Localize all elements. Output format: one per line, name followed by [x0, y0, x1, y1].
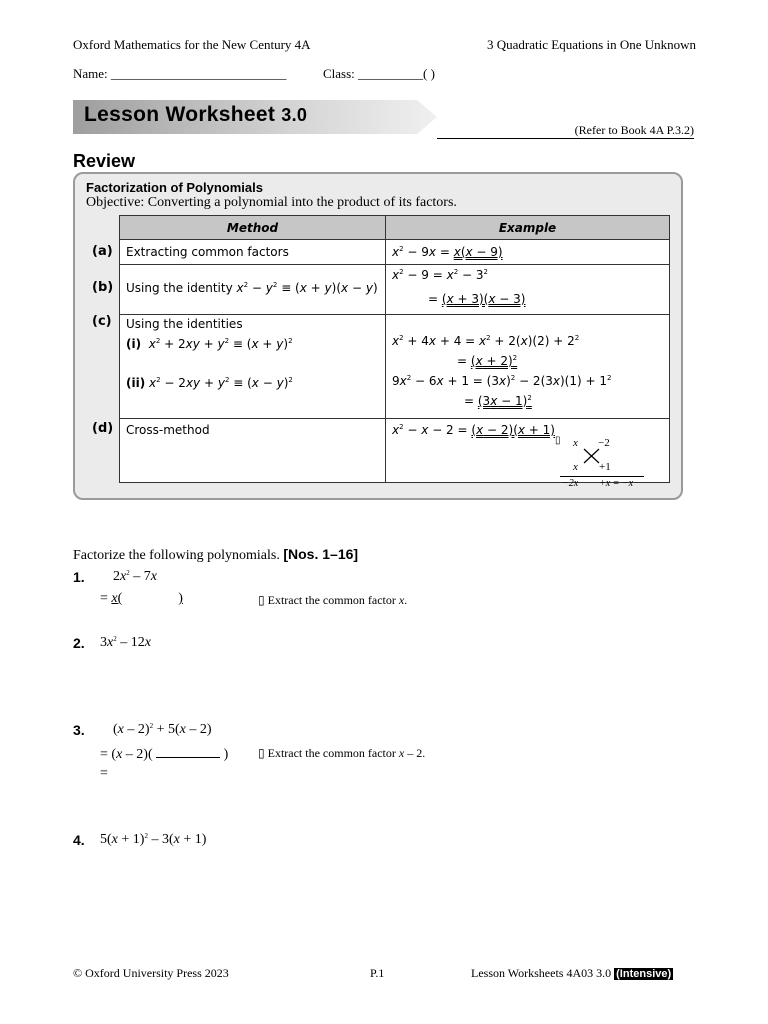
- example-header: Example: [386, 216, 670, 240]
- q3-answer-line2[interactable]: =: [100, 766, 108, 781]
- method-identity: Using the identity $x^2 - y^2 \equiv (x + y)(x - y)$: [126, 281, 378, 295]
- cross-divider: [560, 476, 644, 477]
- q3-hint: ▯ Extract the common factor x – 2.: [258, 746, 426, 760]
- q1-hint: ▯ Extract the common factor x.: [258, 593, 408, 607]
- q3-answer-line[interactable]: = (x – 2)( ): [100, 747, 229, 762]
- q1-answer-line[interactable]: = x( ): [100, 591, 183, 606]
- row-label: (b): [92, 280, 114, 295]
- identity-ii: (ii) $x^2 - 2xy + y^2 \equiv (x - y)^2$: [126, 376, 293, 390]
- book-title: Oxford Mathematics for the New Century 4A: [73, 37, 311, 52]
- cross-bottom-left: x: [573, 461, 578, 473]
- q4-expression: $5(x + 1)^2 - 3(x + 1)$: [100, 832, 207, 847]
- method-cross: Cross-method: [126, 423, 210, 437]
- row-label: (d): [92, 421, 114, 436]
- footer-copyright: © Oxford University Press 2023: [73, 966, 229, 980]
- example-b-line2: = (x + 3)(x − 3): [428, 292, 526, 306]
- q1-expression: $2x^2 - 7x$: [113, 569, 157, 584]
- chapter-title: 3 Quadratic Equations in One Unknown: [487, 37, 697, 52]
- review-heading: Review: [73, 151, 136, 171]
- method-identities: Using the identities: [126, 317, 243, 331]
- name-label: Name:: [73, 66, 111, 81]
- question-number: 2.: [73, 635, 85, 651]
- question-number: 3.: [73, 722, 85, 738]
- example-d: $x^2 - x - 2 = (x - 2)(x + 1)$: [392, 423, 555, 437]
- class-blank: __________( ): [358, 66, 435, 81]
- method-header: Method: [120, 216, 386, 240]
- footer-code: Lesson Worksheets 4A03 3.0 (Intensive): [471, 966, 672, 980]
- row-label: (a): [92, 244, 113, 259]
- example-c-line4: = $(3x - 1)^2$: [464, 394, 532, 408]
- review-box-title: Factorization of Polynomials: [86, 180, 263, 195]
- hint-icon: ▯: [258, 593, 265, 607]
- worksheet-number: 3.0: [281, 105, 308, 125]
- name-blank: ___________________________: [110, 66, 287, 81]
- worksheet-title: Lesson Worksheet 3.0: [84, 103, 308, 126]
- example-c-line2: = $(x + 2)^2$: [457, 354, 518, 368]
- name-field[interactable]: [73, 66, 286, 82]
- question-number: 1.: [73, 569, 85, 585]
- q3-expression: (x – 2)$^2$ + 5(x – 2): [113, 722, 212, 737]
- cross-top-right: −2: [598, 437, 610, 449]
- example-c-line1: $x^2 + 4x + 4 = x^2 + 2(x)(2) + 2^2$: [392, 334, 580, 348]
- cross-bottom-right: +1: [599, 461, 611, 473]
- example-a: $x^2 - 9x = x(x - 9)$: [392, 245, 503, 259]
- cross-sum-right: +x = −x: [599, 478, 634, 489]
- row-label: (c): [92, 314, 112, 329]
- review-objective: Objective: Converting a polynomial into the product of its factors.: [86, 195, 457, 210]
- example-b-line1: $x^2 - 9 = x^2 - 3^2$: [392, 268, 488, 282]
- class-field[interactable]: [323, 66, 435, 82]
- cross-sum-left: −2x: [562, 478, 579, 489]
- question-number: 4.: [73, 832, 85, 848]
- question-range: [Nos. 1–16]: [283, 546, 359, 562]
- class-label: Class:: [323, 66, 359, 81]
- instructions: Factorize the following polynomials. [Nos. 1–16]: [73, 546, 359, 563]
- identity-i: (i) $x^2 + 2xy + y^2 \equiv (x + y)^2$: [126, 337, 293, 351]
- book-reference: (Refer to Book 4A P.3.2): [437, 123, 694, 139]
- q2-expression: $3x^2 - 12x$: [100, 635, 151, 650]
- hint-icon: ▯: [258, 746, 265, 760]
- intensive-badge: (Intensive): [616, 968, 672, 980]
- method-common-factors: Extracting common factors: [126, 245, 289, 259]
- footer-page: P.1: [370, 966, 385, 980]
- arrow-icon: ▯: [555, 435, 561, 446]
- cross-top-left: x: [573, 437, 578, 449]
- example-c-line3: $9x^2 - 6x + 1 = (3x)^2 - 2(3x)(1) + 1^2$: [392, 374, 612, 388]
